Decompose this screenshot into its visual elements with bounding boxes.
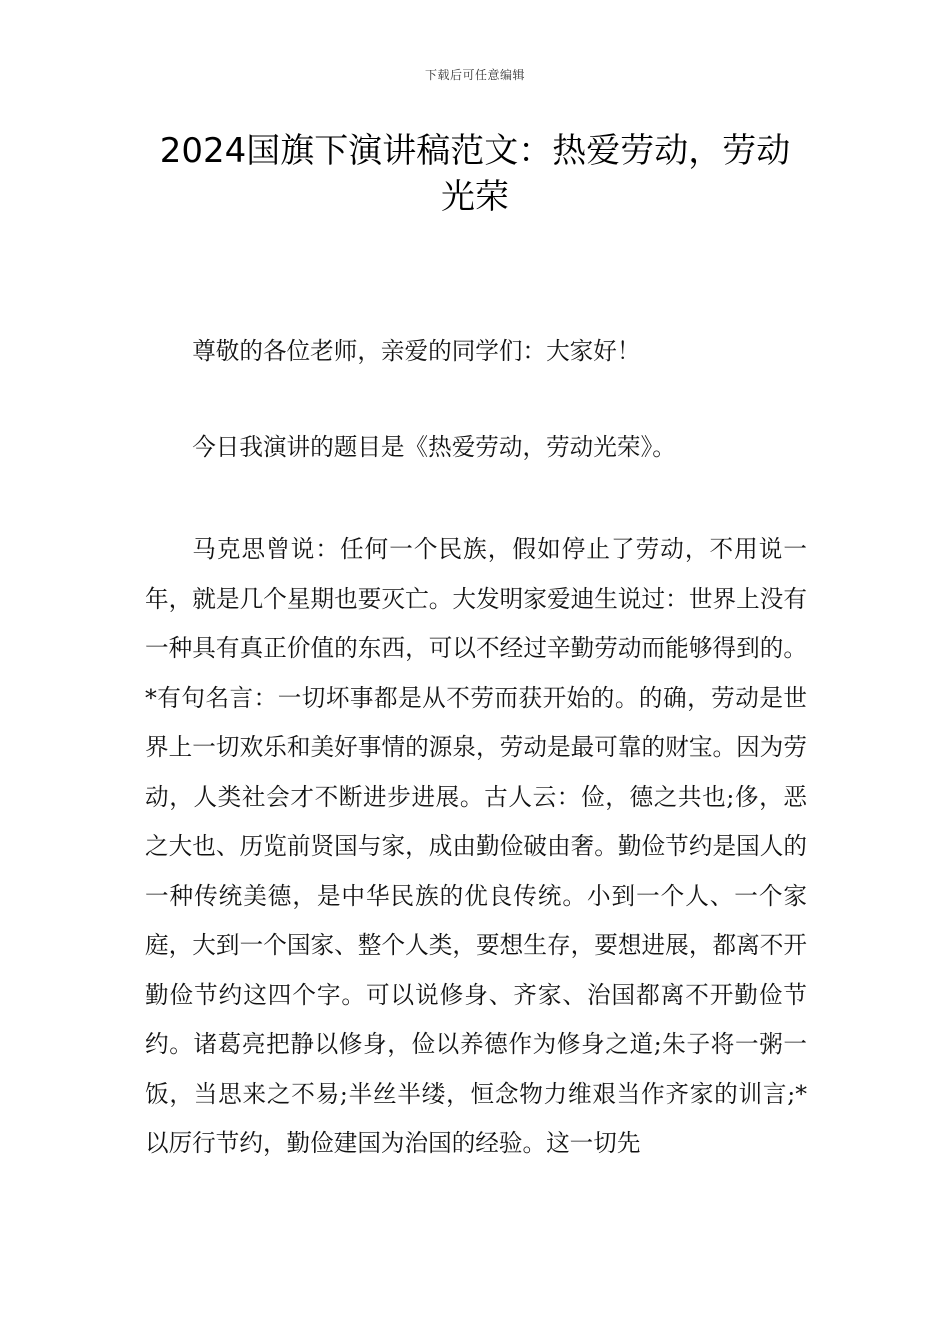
document-title: 2024国旗下演讲稿范文：热爱劳动，劳动光荣 — [159, 131, 791, 217]
page-header-note: 下载后可任意编辑 — [424, 68, 525, 82]
paragraph-topic: 今日我演讲的题目是《热爱劳动，劳动光荣》。 — [192, 433, 676, 461]
paragraph-body: 马克思曾说：任何一个民族，假如停止了劳动，不用说一年，就是几个星期也要灭亡。大发明家爱迪生说过：世界上没有一种具有真正价值的东西，可以不经过辛勤劳动而能够得到的。*有句名言：一切坏事都是从不劳而获开始的。的确，劳动是世界上一切欢乐和美好事情的源泉，劳动是最可靠的财宝。因为劳动，人类社会才不断进步进展。古人云：俭，德之共也;侈，恶之大也、历览前贤国与家，成由勤俭破由奢。勤俭节约是国人的一种传统美德，是中华民族的优良传统。小到一个人、一个家庭，大到一个国家、整个人类，要想生存，要想进展，都离不开勤俭节约这四个字。可以说修身、齐家、治国都离不开勤俭节约。诸葛亮把静以修身，俭以养德作为修身之道;朱子将一粥一饭，当思来之不易;半丝半缕，恒念物力维艰当作齐家的训言;*以厉行节约，勤俭建国为治国的经验。这一切先 — [145, 535, 807, 1157]
paragraph-greeting: 尊敬的各位老师，亲爱的同学们：大家好！ — [192, 337, 641, 365]
